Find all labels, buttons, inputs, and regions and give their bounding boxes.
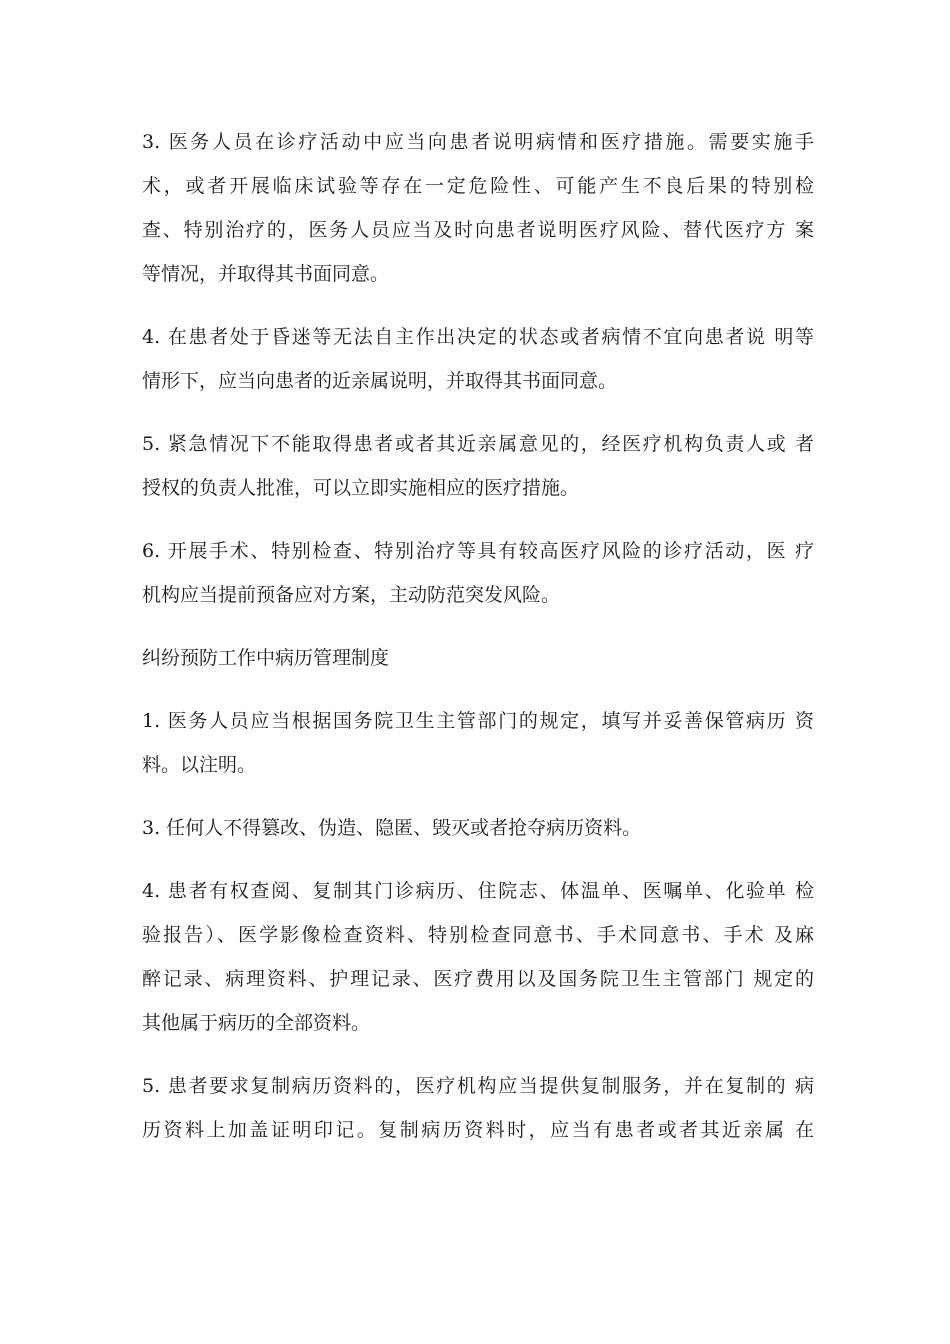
text-line: 机构应当提前预备应对方案，主动防范突发风险。 <box>142 584 561 606</box>
text-line: 醉记录、病理资料、护理记录、医疗费用以及国务院卫生主管部门 规定的 <box>142 968 814 990</box>
text-line: 历资料上加盖证明印记。复制病历资料时，应当有患者或者其近亲属 在 <box>142 1119 814 1141</box>
text-line: 其他属于病历的全部资料。 <box>142 1012 371 1034</box>
paragraph-records-4 <box>142 869 822 1045</box>
text-line: 3. 医务人员在诊疗活动中应当向患者说明病情和医疗措施。需要实施手 <box>142 131 814 153</box>
text-line: 情形下，应当向患者的近亲属说明，并取得其书面同意。 <box>142 370 618 392</box>
section-heading-medical-records <box>142 636 822 680</box>
paragraph-5-emergency <box>142 422 822 510</box>
text-line: 料。以注明。 <box>142 754 257 776</box>
text-line: 5. 紧急情况下不能取得患者或者其近亲属意见的，经医疗机构负责人或 者 <box>142 433 814 455</box>
text-line: 4. 在患者处于昏迷等无法自主作出决定的状态或者病情不宜向患者说 明等 <box>142 326 814 348</box>
paragraph-records-1 <box>142 699 822 787</box>
section-heading: 纠纷预防工作中病历管理制度 <box>142 647 390 669</box>
paragraph-4-relatives-consent <box>142 315 822 403</box>
paragraph-6-risk-plan <box>142 529 822 617</box>
text-line: 6. 开展手术、特别检查、特别治疗等具有较高医疗风险的诊疗活动，医 疗 <box>142 540 814 562</box>
text-line: 1. 医务人员应当根据国务院卫生主管部门的规定，填写并妥善保管病历 资 <box>142 710 814 732</box>
text-line: 验报告）、医学影像检查资料、特别检查同意书、手术同意书、手术 及麻 <box>142 924 814 946</box>
text-line: 术，或者开展临床试验等存在一定危险性、可能产生不良后果的特别检 <box>142 175 814 197</box>
text-line: 4. 患者有权查阅、复制其门诊病历、住院志、体温单、医嘱单、化验单 检 <box>142 880 814 902</box>
text-line: 3. 任何人不得篡改、伪造、隐匿、毁灭或者抢夺病历资料。 <box>142 817 642 839</box>
paragraph-3-informed-consent <box>142 120 822 296</box>
text-line: 等情况，并取得其书面同意。 <box>142 263 390 285</box>
text-line: 查、特别治疗的，医务人员应当及时向患者说明医疗风险、替代医疗方 案 <box>142 219 814 241</box>
paragraph-records-3 <box>142 806 822 850</box>
document-body <box>142 120 822 1171</box>
paragraph-records-5 <box>142 1064 822 1152</box>
text-line: 授权的负责人批准，可以立即实施相应的医疗措施。 <box>142 477 580 499</box>
text-line: 5. 患者要求复制病历资料的，医疗机构应当提供复制服务，并在复制的 病 <box>142 1075 814 1097</box>
